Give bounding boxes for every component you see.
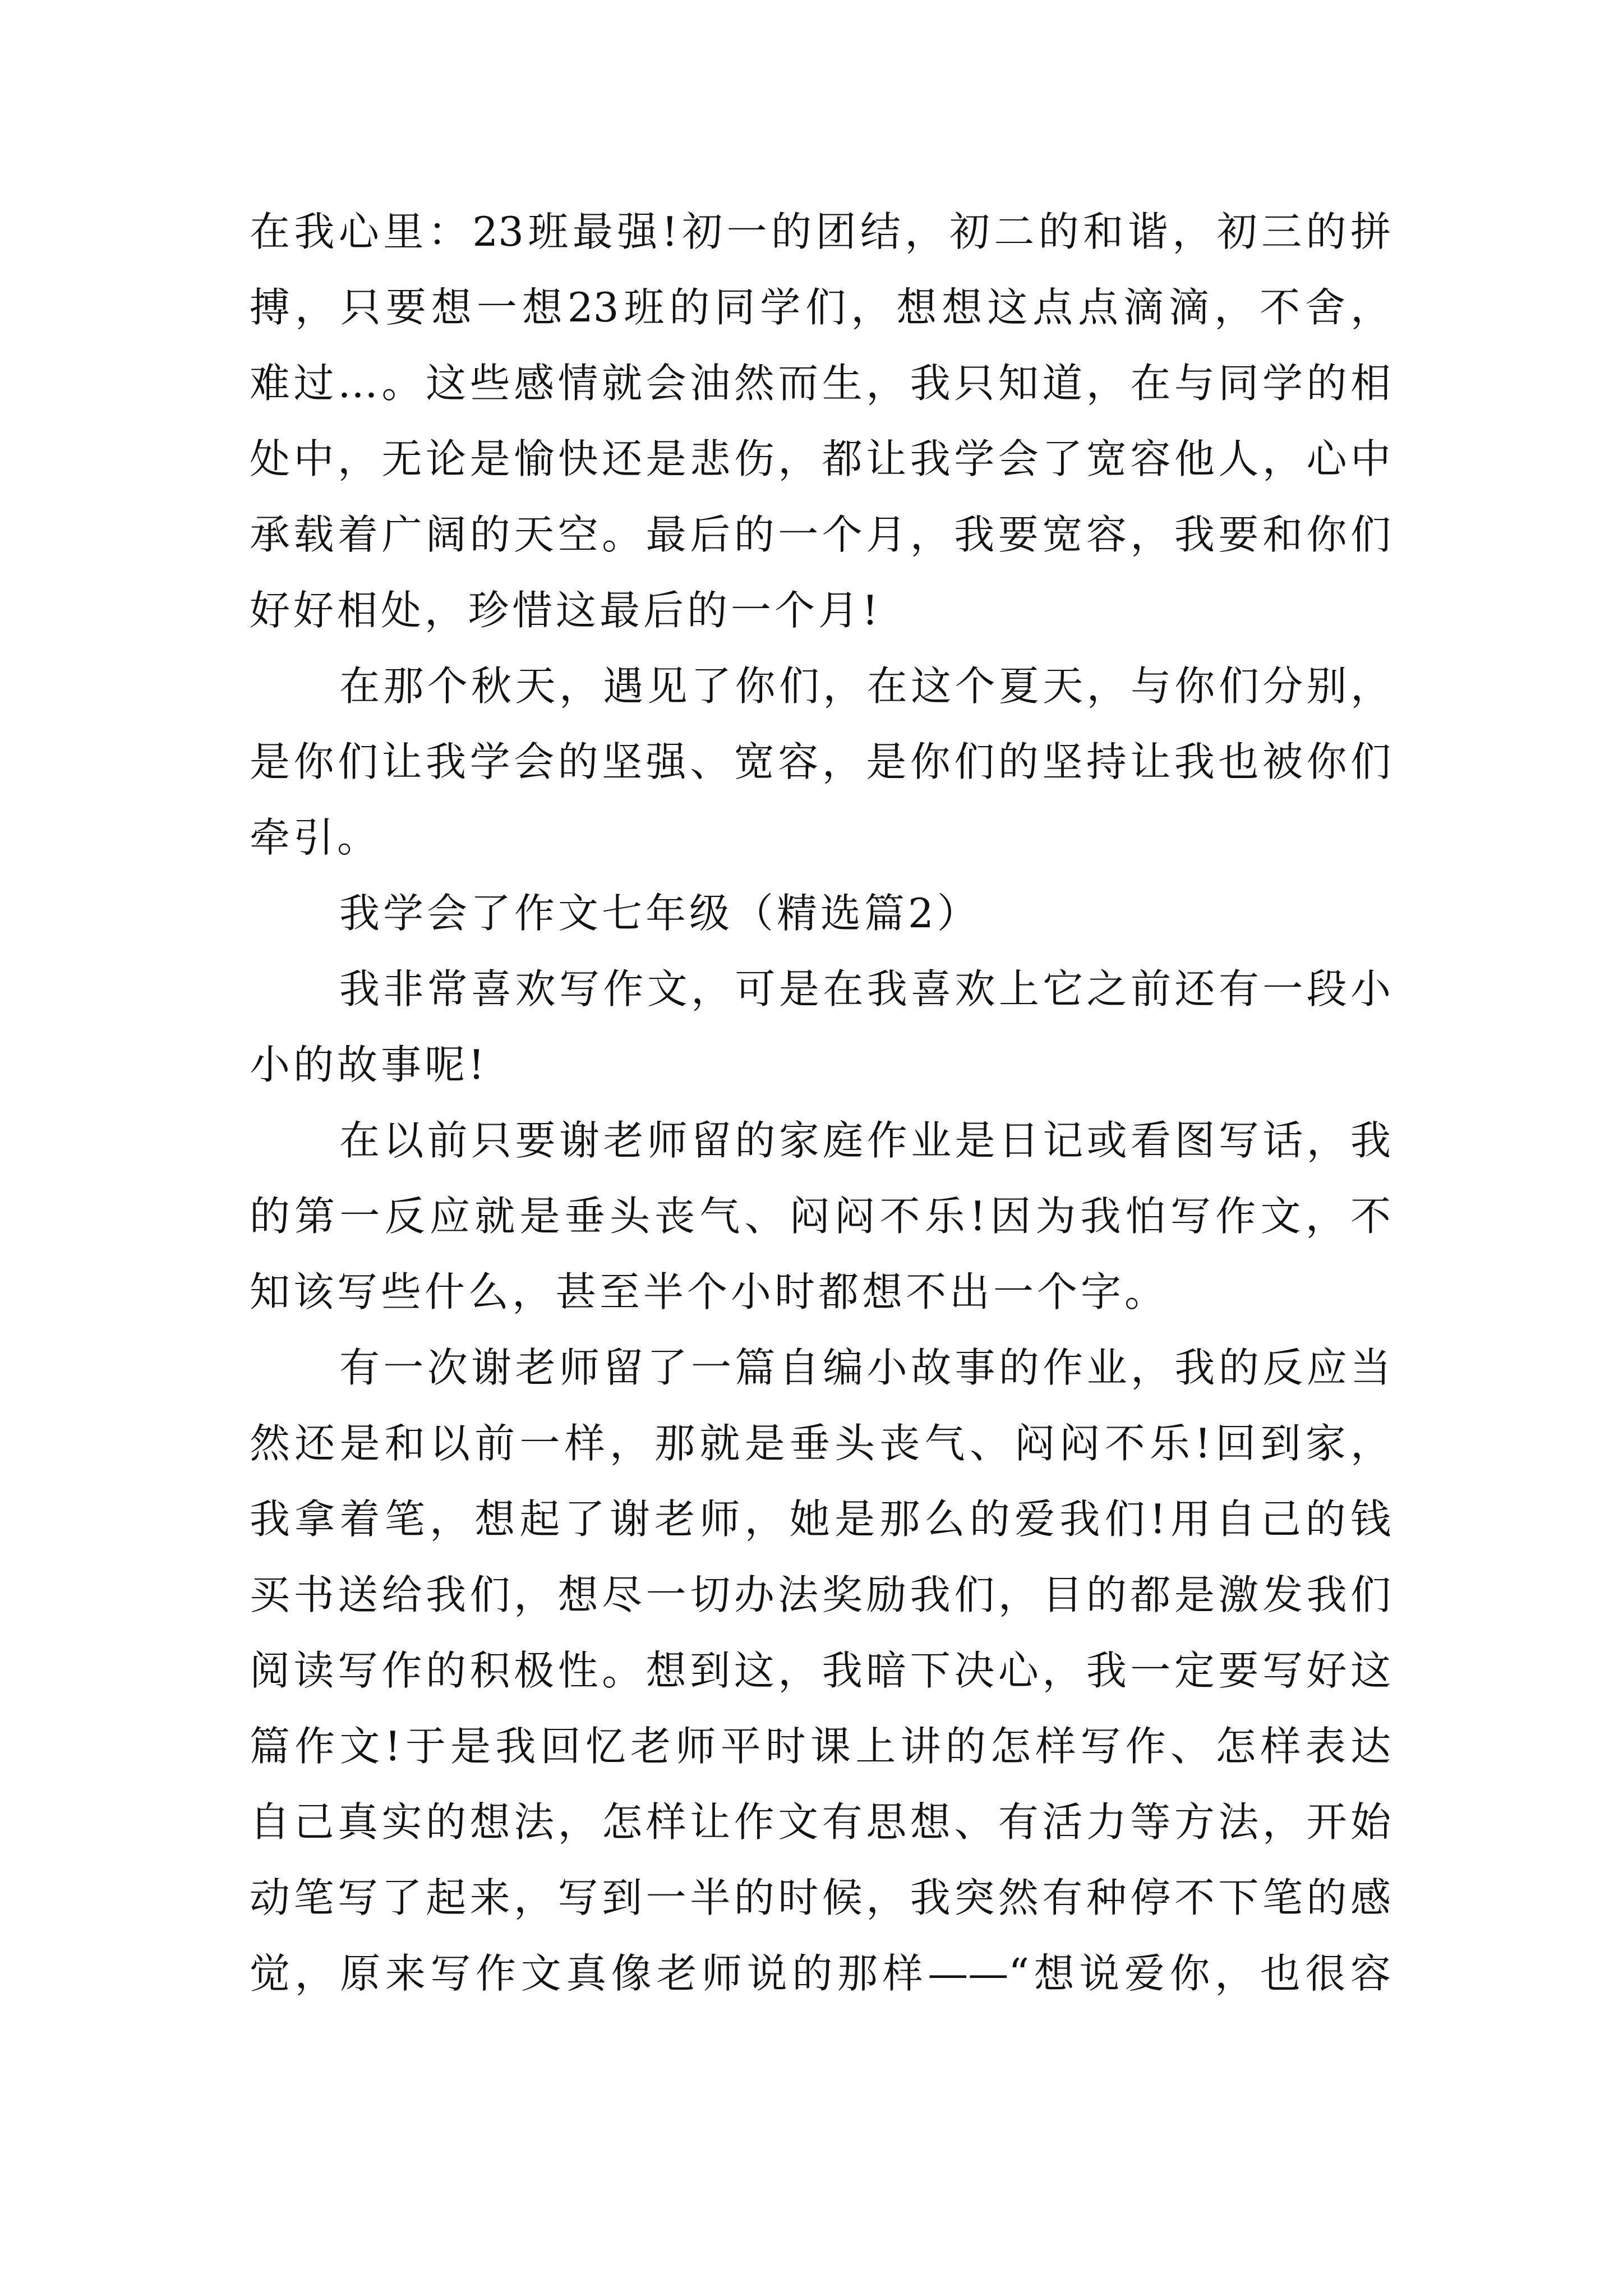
text-line: 有一次谢老师留了一篇自编小故事的作业，我的反应当: [339, 1344, 1391, 1391]
text-line: 我学会了作文七年级（精选篇2）: [339, 890, 981, 937]
text-line: 难过…。这些感情就会油然而生，我只知道，在与同学的相: [250, 360, 1391, 407]
text-line: 知该写些什么，甚至半个小时都想不出一个字。: [250, 1268, 1169, 1315]
text-line: 阅读写作的积极性。想到这，我暗下决心，我一定要写好这: [250, 1647, 1391, 1694]
text-line: 我非常喜欢写作文，可是在我喜欢上它之前还有一段小: [339, 965, 1391, 1013]
text-line: 买书送给我们，想尽一切办法奖励我们，目的都是激发我们: [250, 1571, 1391, 1618]
text-line: 自己真实的想法，怎样让作文有思想、有活力等方法，开始: [250, 1798, 1391, 1846]
document-body: [250, 194, 1391, 2012]
text-line: 是你们让我学会的坚强、宽容，是你们的坚持让我也被你们: [250, 738, 1391, 785]
text-line: 小的故事呢!: [250, 1041, 488, 1088]
text-line: 然还是和以前一样，那就是垂头丧气、闷闷不乐!回到家，: [250, 1420, 1391, 1467]
text-line: 牵引。: [250, 814, 381, 861]
text-line: 在以前只要谢老师留的家庭作业是日记或看图写话，我: [339, 1117, 1391, 1164]
text-line: 承载着广阔的天空。最后的一个月，我要宽容，我要和你们: [250, 511, 1391, 558]
text-line: 动笔写了起来，写到一半的时候，我突然有种停不下笔的感: [250, 1874, 1391, 1921]
text-line: 我拿着笔，想起了谢老师，她是那么的爱我们!用自己的钱: [250, 1496, 1391, 1543]
text-line: 在那个秋天，遇见了你们，在这个夏天，与你们分别，: [339, 662, 1391, 710]
text-line: 觉，原来写作文真像老师说的那样——“想说爱你，也很容: [250, 1950, 1391, 1997]
text-line: 篇作文!于是我回忆老师平时课上讲的怎样写作、怎样表达: [250, 1723, 1391, 1770]
text-line: 的第一反应就是垂头丧气、闷闷不乐!因为我怕写作文，不: [250, 1193, 1391, 1240]
text-line: 处中，无论是愉快还是悲伤，都让我学会了宽容他人，心中: [250, 435, 1391, 482]
text-line: 好好相处，珍惜这最后的一个月!: [250, 587, 882, 634]
text-line: 在我心里：23班最强!初一的团结，初二的和谐，初三的拼: [250, 208, 1391, 255]
text-line: 搏，只要想一想23班的同学们，想想这点点滴滴，不舍，: [250, 284, 1391, 331]
